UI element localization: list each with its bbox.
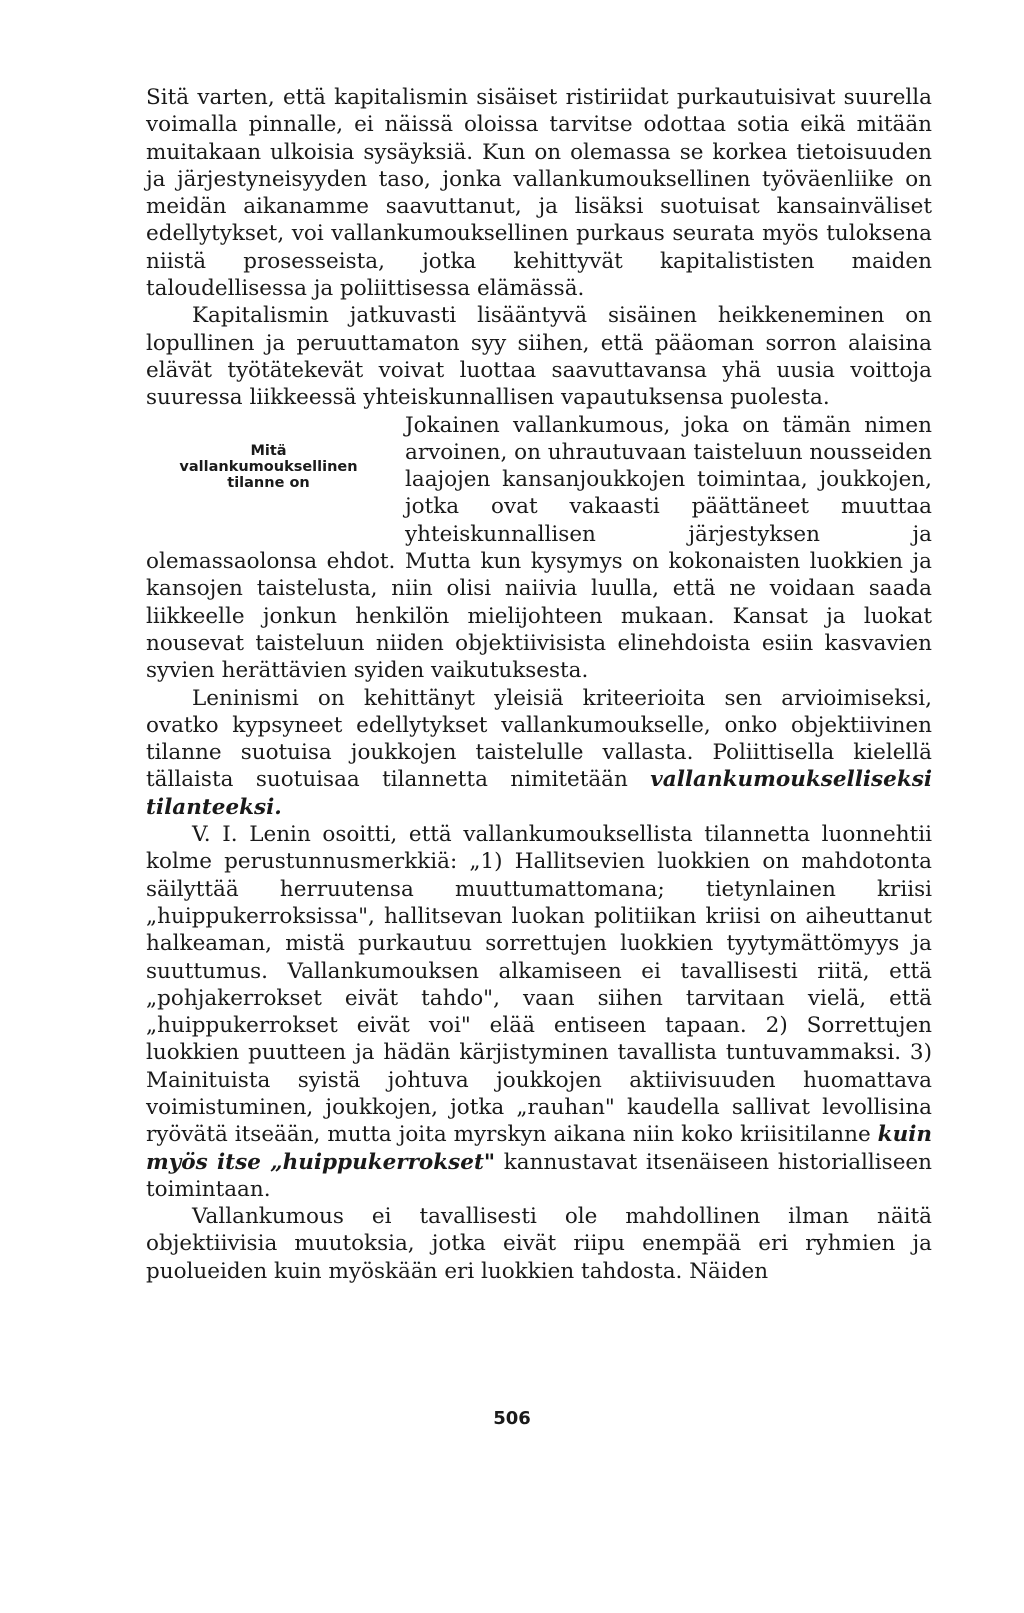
paragraph-4 xyxy=(146,685,932,821)
paragraph-5 xyxy=(146,821,932,1203)
margin-heading-line-3: tilanne on xyxy=(227,474,310,491)
paragraph-2: Kapitalismin jatkuvasti lisääntyvä sisäinen heikkeneminen on lopullinen ja peruuttamaton syy siihen, että pääoman sorron alaisina elävät työtätekevät voivat luottaa saavuttavansa yhä uusia voittoja suuressa liikkeessä yhteiskunnallisen vapautuksensa puolesta. xyxy=(146,303,932,411)
paragraph-4-emphasis: vallankumoukselliseksi tilanteeksi. xyxy=(146,767,932,820)
paragraph-5-text: V. I. Lenin osoitti, että vallankumouksellista tilannetta luonnehtii kolme perustunnusmerkkiä: „1) Hallitsevien luokkien on mahdotonta säilyttää herruutensa muuttumattomana; tietynlainen kriisi „huippukerroksissa", hallitsevan luokan politiikan kriisi on aiheuttanut halkeaman, mistä purkautuu sorrettujen luokkien tyytymättömyys ja suuttumus. Vallankumouksen alkamiseen ei tavallisesti riitä, että „pohjakerrokset eivät tahdo", vaan siihen tarvitaan vielä, että „huippukerrokset eivät voi" elää entiseen tapaan. 2) Sorrettujen luokkien puutteen ja hädän kärjistyminen tavallista tuntuvammaksi. 3) Mainituista syistä johtuva joukkojen aktiivisuuden huomattava voimistuminen, joukkojen, jotka „rauhan" kaudella sallivat levollisina ryövätä itseään, mutta joita myrskyn aikana niin koko kriisitilanne xyxy=(146,822,932,1148)
margin-heading xyxy=(146,412,391,522)
paragraph-1: Sitä varten, että kapitalismin sisäiset ristiriidat purkautuisivat suurella voimalla pinnalle, ei näissä oloissa tarvitse odottaa sotia eikä mitään muitakaan ulkoisia sysäyksiä. Kun on olemassa se korkea tietoisuuden ja järjestyneisyyden taso, jonka vallankumouksellinen työväenliike on meidän aikanamme saavuttanut, ja lisäksi suotuisat kansainväliset edellytykset, voi vallankumouksellinen purkaus seurata myös tuloksena niistä prosesseista, jotka kehittyvät kapitalististen maiden taloudellisessa ja poliittisessa elämässä. xyxy=(146,85,932,302)
margin-heading-line-2: vallankumouksellinen xyxy=(179,458,358,475)
paragraph-4-text: Leninismi on kehittänyt yleisiä kriteerioita sen arvioimiseksi, ovatko kypsyneet edellytykset vallankumoukselle, onko objektiivinen tilanne suotuisa joukkojen taistelulle vallasta. Poliittisella kielellä tällaista suotuisaa tilannetta nimitetään xyxy=(146,685,932,793)
paragraph-5-emphasis: kuin myös itse „huippukerrokset" xyxy=(146,1122,932,1175)
page-number: 506 xyxy=(493,1408,531,1429)
sidenote-section xyxy=(146,412,932,685)
paragraph-6: Vallankumous ei tavallisesti ole mahdollinen ilman näitä objektiivisia muutoksia, jotka eivät riipu enempää eri ryhmien ja puolueiden kuin myöskään eri luokkien tahdosta. Näiden xyxy=(146,1204,932,1284)
margin-heading-line-1: Mitä xyxy=(250,442,287,459)
paragraph-5-tail: kannustavat itsenäiseen historialliseen toimintaan. xyxy=(146,1149,932,1202)
paragraph-3: Jokainen vallankumous, joka on tämän nimen arvoinen, on uhrautuvaan taisteluun nousseiden laajojen kansanjoukkojen toimintaa, joukkojen, jotka ovat vakaasti päättäneet muuttaa yhteiskunnallisen järjestyksen ja olemassaolonsa ehdot. Mutta kun kysymys on kokonaisten luokkien ja kansojen taistelusta, niin olisi naiivia luulla, että ne voidaan saada liikkeelle jonkun henkilön mielijohteen mukaan. Kansat ja luokat nousevat taisteluun niiden objektiivisista elinehdoista esiin kasvavien syvien herättävien syiden vaikutuksesta. xyxy=(146,412,932,684)
page-text xyxy=(146,84,932,1285)
